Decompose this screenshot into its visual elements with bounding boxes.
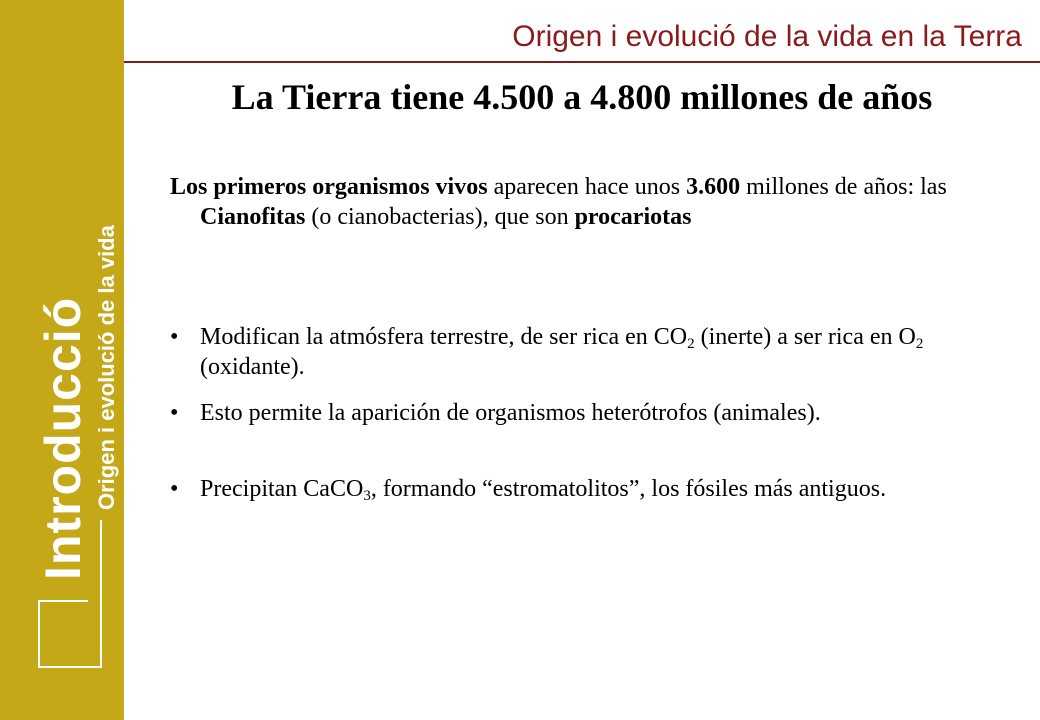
bullet-item [170,322,1010,382]
header-divider [124,61,1040,63]
bullet-text [200,474,1010,504]
bullet3-subscript: 3 [363,488,371,504]
intro-bold-1: Los primeros organismos vivos [170,174,488,200]
slide-title: La Tierra tiene 4.500 a 4.800 millones de años [231,77,933,117]
sidebar-sub-label: Origen i evolució de la vida [94,225,119,510]
sidebar-decor-line [38,600,40,668]
intro-bold-2: Cianofitas [200,204,306,230]
bullet1-text-b: (inerte) a ser rica en O [694,324,916,350]
intro-text-2: millones de años: las [740,174,947,200]
bullet-text: Esto permite la aparición de organismos heterótrofos (animales). [200,400,821,426]
sidebar-decor-line [100,520,102,668]
intro-text-3: (o cianobacterias), que son [305,204,575,230]
bullet-item [170,474,1010,504]
sidebar-decor-line [38,666,102,668]
bullet3-text-a: Precipitan CaCO [200,476,364,502]
header-title: Origen i evolució de la vida en la Terra [512,20,1022,53]
bullet3-text-b: , formando “estromatolitos”, los fósiles más antiguos. [370,476,887,502]
bullet1-text-c: (oxidante). [200,354,305,380]
bullet1-text-a: Modifican la atmósfera terrestre, de ser rica en CO [200,324,688,350]
sidebar-main-label: Introducció [35,296,91,580]
intro-bold-3: procariotas [574,204,692,230]
bullet-dot: • [170,476,179,502]
intro-paragraph [170,172,1030,232]
bullet1-subscript: 2 [915,336,924,352]
bullet1-subscript: 2 [687,336,695,352]
bullet-text [200,322,1010,382]
sidebar-decor-line [38,600,88,602]
bullet-item [170,398,1010,428]
sidebar [0,0,124,720]
bullet-dot: • [170,400,179,426]
intro-bold-number: 3.600 [686,174,741,200]
bullet-dot: • [170,324,179,350]
intro-text-1: aparecen hace unos [487,174,687,200]
